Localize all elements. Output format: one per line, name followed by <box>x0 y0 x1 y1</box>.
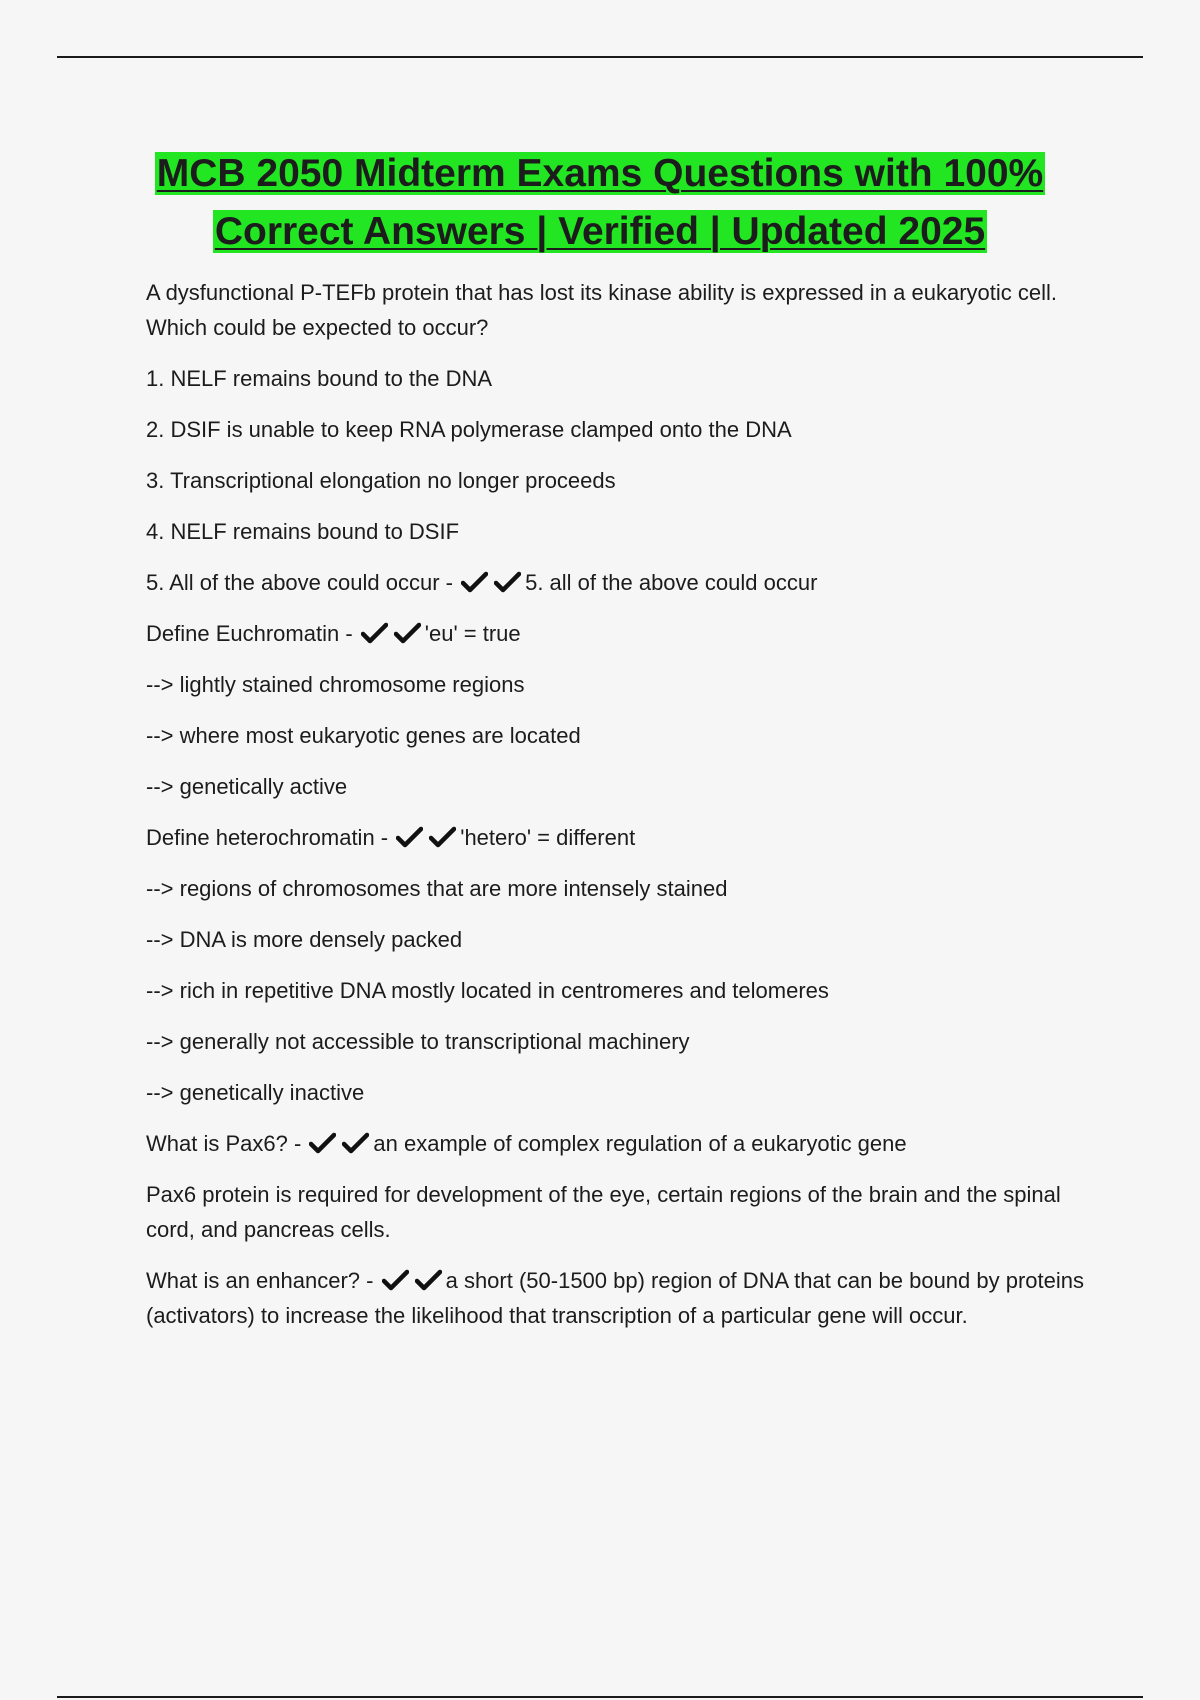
top-rule <box>57 56 1143 58</box>
answer-text: 'eu' = true <box>424 621 521 646</box>
double-check-icon <box>361 622 421 644</box>
qa-row <box>146 565 1096 600</box>
answer-text: 'hetero' = different <box>460 825 636 850</box>
bullet-point: --> genetically active <box>146 774 348 799</box>
question-text: A dysfunctional P-TEFb protein that has lost its kinase ability is expressed in a eukaryotic cell. Which could be expected to occur? <box>146 280 1057 340</box>
bottom-rule <box>57 1696 1143 1698</box>
question-text: Define heterochromatin - <box>146 825 389 850</box>
option-item: 3. Transcriptional elongation no longer proceeds <box>146 468 616 493</box>
answer-text: an example of complex regulation of a eukaryotic gene <box>373 1131 907 1156</box>
answer-detail: Pax6 protein is required for development of the eye, certain regions of the brain and the spinal cord, and pancreas cells. <box>146 1182 1061 1242</box>
qa-row <box>146 1126 1096 1161</box>
option-item: 1. NELF remains bound to the DNA <box>146 366 493 391</box>
title-line-1: MCB 2050 Midterm Exams Questions with 100% <box>156 152 1044 195</box>
double-check-icon <box>461 571 521 593</box>
question-text: Define Euchromatin - <box>146 621 353 646</box>
double-check-icon <box>309 1132 369 1154</box>
double-check-icon <box>382 1269 442 1291</box>
qa-row <box>146 820 1096 855</box>
question-text: What is an enhancer? - <box>146 1268 374 1293</box>
qa-row <box>146 616 1096 651</box>
option-item: 2. DSIF is unable to keep RNA polymerase clamped onto the DNA <box>146 417 792 442</box>
answer-text: a short (50-1500 bp) region of DNA that can be bound by proteins (activators) to increase the likelihood that transcription of a particular gene will occur. <box>146 1268 1085 1328</box>
option-item: 5. All of the above could occur - <box>146 570 453 595</box>
double-check-icon <box>396 826 456 848</box>
qa-row <box>146 1263 1096 1333</box>
option-item: 4. NELF remains bound to DSIF <box>146 519 460 544</box>
answer-text: 5. all of the above could occur <box>525 570 818 595</box>
bullet-point: --> DNA is more densely packed <box>146 927 463 952</box>
bullet-point: --> generally not accessible to transcriptional machinery <box>146 1029 690 1054</box>
bullet-point: --> regions of chromosomes that are more intensely stained <box>146 876 728 901</box>
document-body <box>146 275 1096 1349</box>
bullet-point: --> rich in repetitive DNA mostly located in centromeres and telomeres <box>146 978 829 1003</box>
bullet-point: --> lightly stained chromosome regions <box>146 672 525 697</box>
bullet-point: --> genetically inactive <box>146 1080 365 1105</box>
bullet-point: --> where most eukaryotic genes are located <box>146 723 581 748</box>
title-line-2: Correct Answers | Verified | Updated 2025 <box>214 210 986 253</box>
question-text: What is Pax6? - <box>146 1131 302 1156</box>
document-title <box>100 145 1100 261</box>
